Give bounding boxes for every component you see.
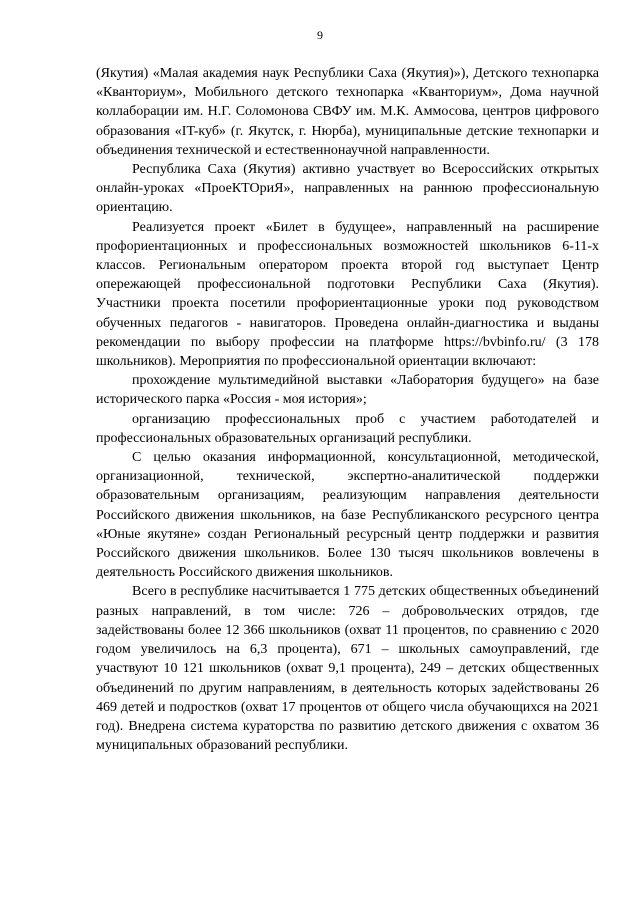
paragraph-7: Всего в республике насчитывается 1 775 детских общественных объединений разных направлений, в том числе: 726 – добровольческих отрядов, где задействованы более 12 366 школьников (охват 11 процентов, по сравнению с 2020 годом увеличилось на 6,3 процента), 671 – школьных самоуправлений, где участвуют 10 121 школьников (охват 9,1 процента), 249 – детских общественных объединений по другим направлениям, в деятельность которых задействованы 26 469 детей и подростков (охват 17 процентов от общего числа обучающихся на 2021 год). Внедрена система кураторства по развитию детского движения с охватом 36 муниципальных образований республики. <box>96 584 599 754</box>
body-text <box>96 64 599 755</box>
paragraph-3: Реализуется проект «Билет в будущее», направленный на расширение профориентационных и профессиональных возможностей школьников 6-11-х классов. Региональным оператором проекта второй год выступает Центр опережающей профессиональной подготовки Республики Саха (Якутия). Участники проекта посетили профориентационные уроки под руководством обученных педагогов - навигаторов. Проведена онлайн-диагностика и выданы рекомендации по выбору профессии на платформе https://bvbinfo.ru/ (3 178 школьников). Мероприятия по профессиональной ориентации включают: <box>96 219 599 370</box>
paragraph-4: прохождение мультимедийной выставки «Лаборатория будущего» на базе исторического парка «Россия - моя история»; <box>96 373 599 408</box>
paragraph-5: организацию профессиональных проб с участием работодателей и профессиональных образовательных организаций республики. <box>96 411 599 446</box>
paragraph-2: Республика Саха (Якутия) активно участвует во Всероссийских открытых онлайн-уроках «ПроеКТОриЯ», направленных на раннюю профессиональную ориентацию. <box>96 162 599 216</box>
page-number: 9 <box>317 28 323 42</box>
paragraph-1: (Якутия) «Малая академия наук Республики Саха (Якутия)»), Детского технопарка «Кванториум», Мобильного детского технопарка «Кванториум», Дома научной коллаборации им. Н.Г. Соломонова СВФУ им. М.К. Аммосова, центров цифрового образования «IT-куб» (г. Якутск, г. Нюрба), муниципальные детские технопарки и объединения технической и естественнонаучной направленности. <box>96 66 599 158</box>
paragraph-6: С целью оказания информационной, консультационной, методической, организационной, технической, экспертно-аналитической поддержки образовательным организациям, реализующим направления деятельности Российского движения школьников, на базе Республиканского ресурсного центра «Юные якутяне» создан Региональный ресурсный центр поддержки и развития Российского движения школьников. Более 130 тысяч школьников вовлечены в деятельность Российского движения школьников. <box>96 450 599 581</box>
